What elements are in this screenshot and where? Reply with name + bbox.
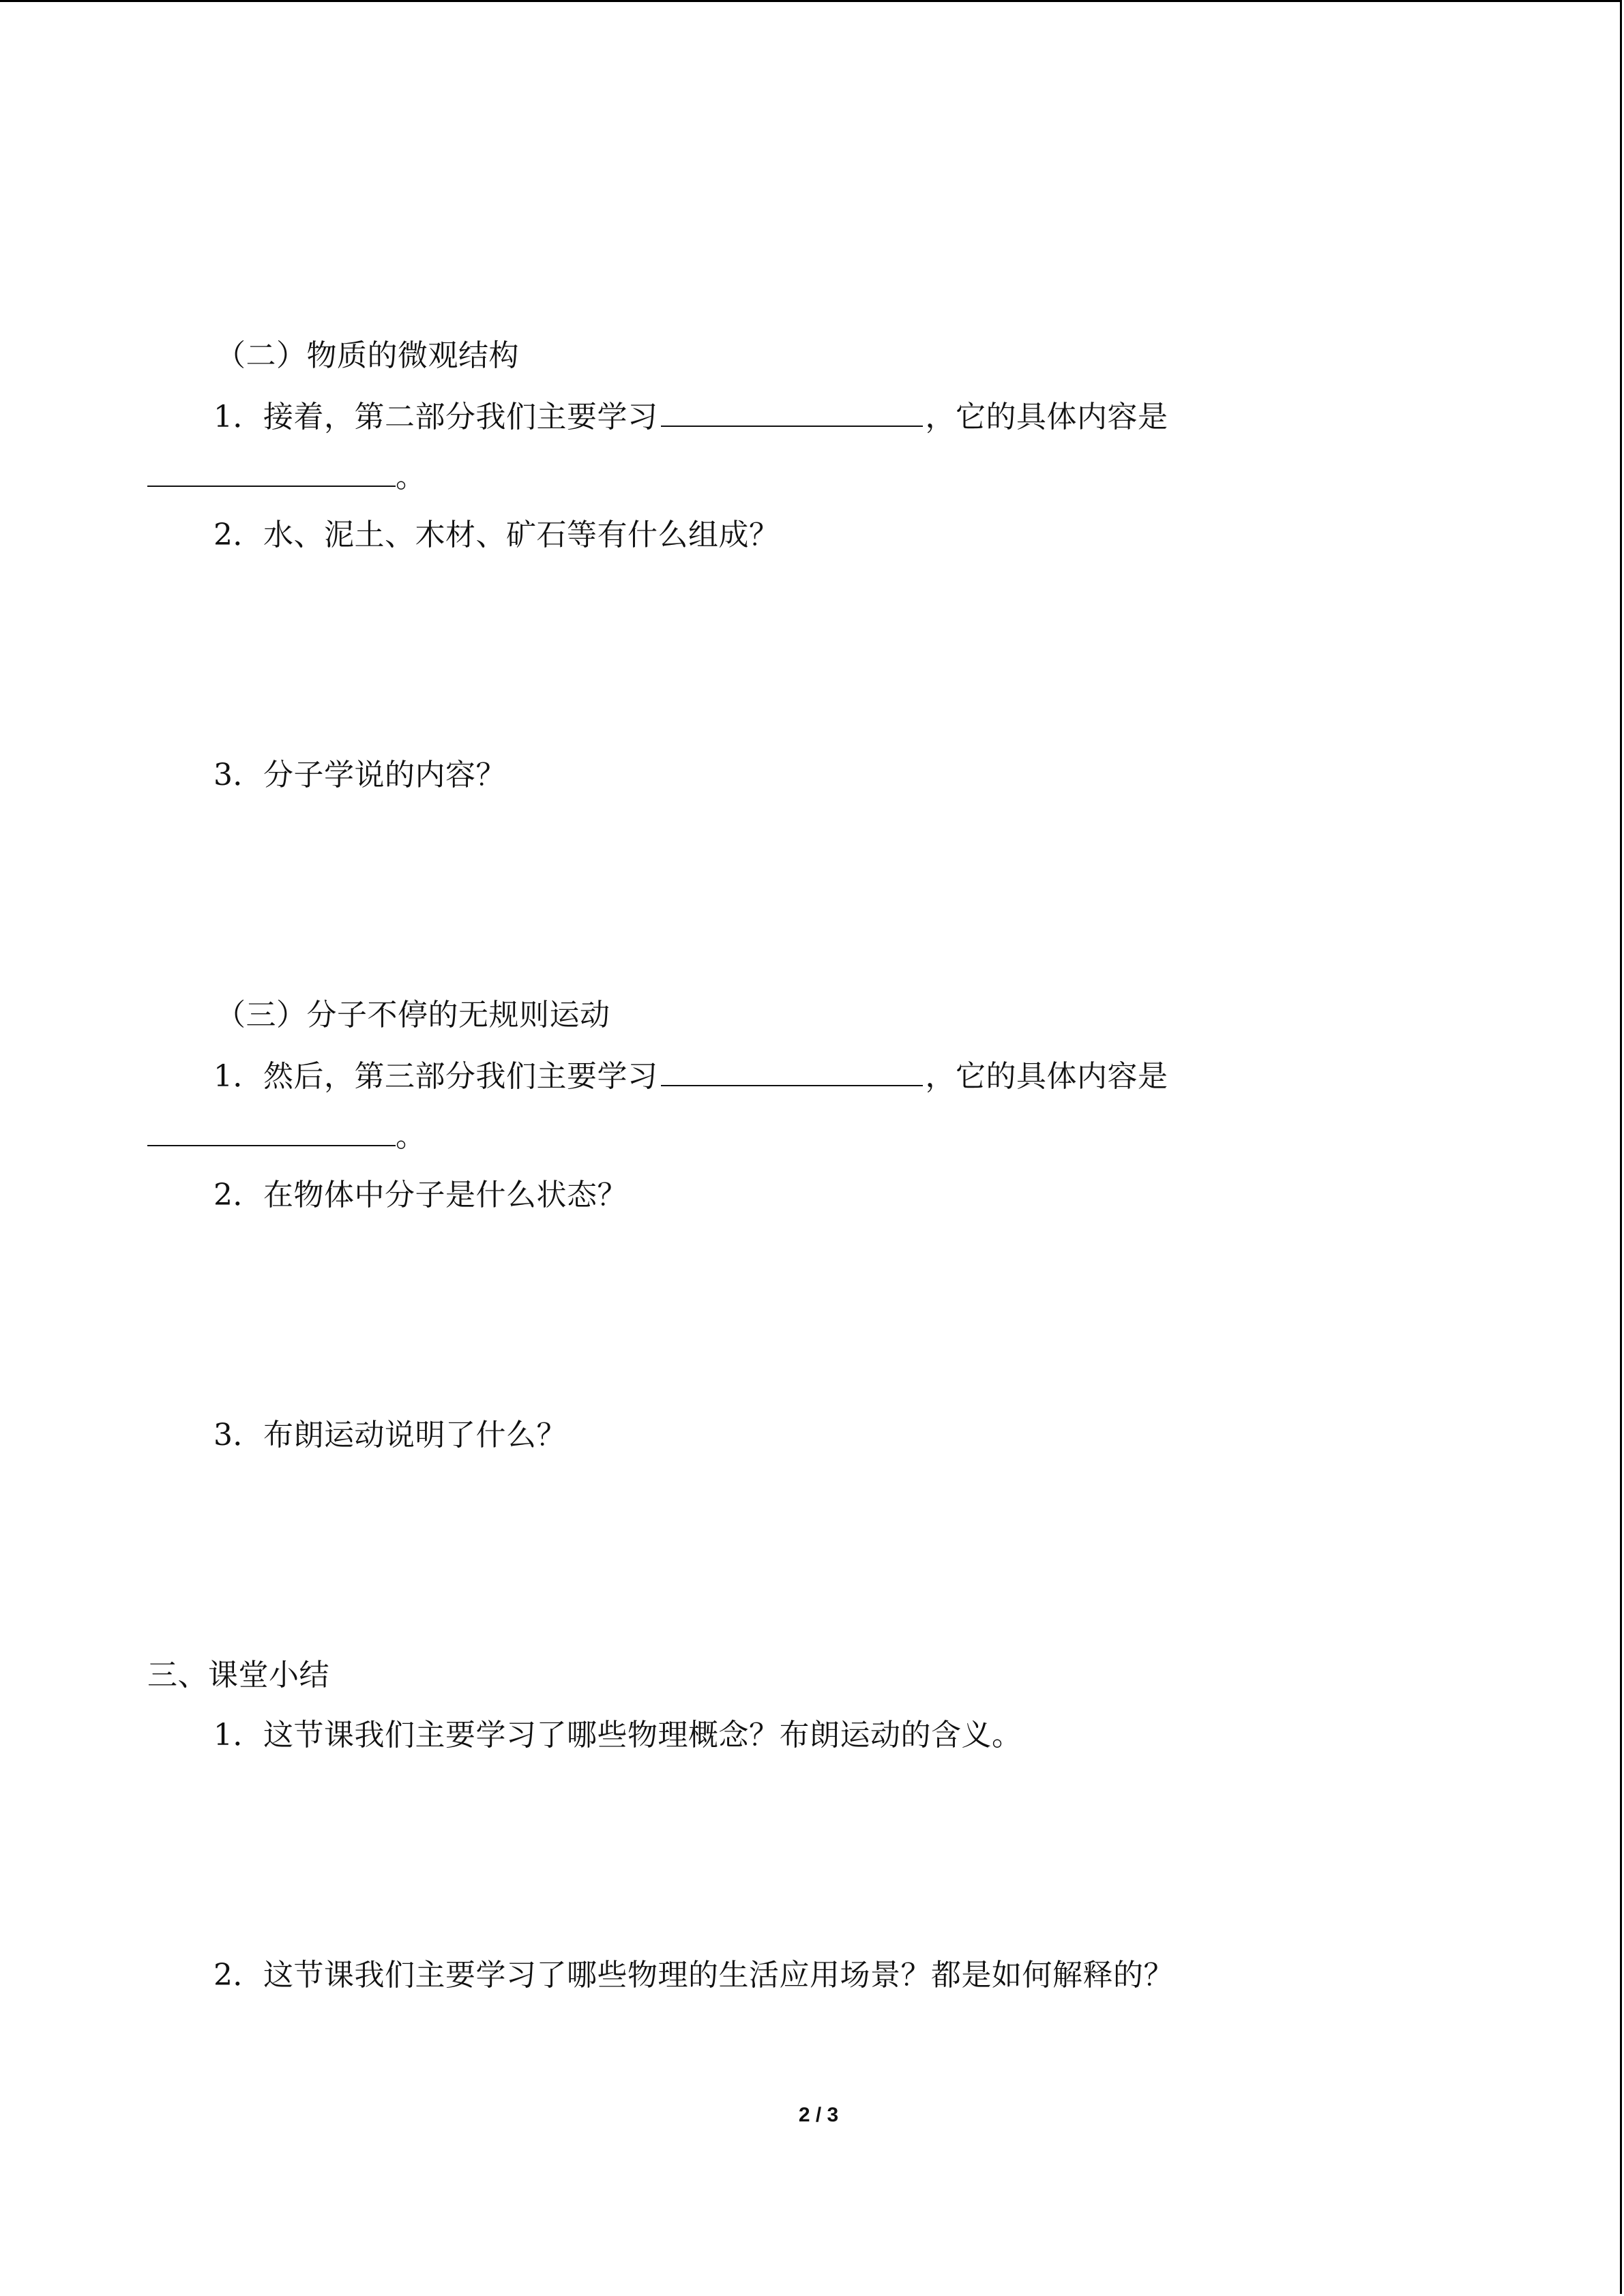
- question-3-1-end: 。: [396, 1119, 426, 1154]
- question-3-1-continued: [147, 1116, 426, 1156]
- question-3-1-suffix: ，它的具体内容是: [925, 1059, 1168, 1094]
- question-2-1-end: 。: [396, 460, 426, 494]
- answer-blank-2-1a[interactable]: [661, 397, 923, 427]
- section-heading-2: （二）物质的微观结构: [216, 338, 519, 373]
- question-2-1-continued: [147, 457, 426, 496]
- answer-blank-3-1b[interactable]: [147, 1116, 396, 1146]
- summary-question-1: 1．这节课我们主要学习了哪些物理概念？布朗运动的含义。: [213, 1718, 1022, 1753]
- question-3-1: [213, 1056, 1168, 1096]
- question-3-1-prefix: 1．然后，第三部分我们主要学习: [213, 1059, 658, 1094]
- question-2-1-prefix: 1．接着，第二部分我们主要学习: [213, 400, 658, 434]
- summary-question-2: 2．这节课我们主要学习了哪些物理的生活应用场景？都是如何解释的？: [213, 1958, 1174, 1993]
- question-3-2: 2．在物体中分子是什么状态？: [213, 1178, 628, 1212]
- question-2-1: [213, 397, 1168, 436]
- answer-blank-3-1a[interactable]: [661, 1056, 923, 1086]
- question-3-3: 3．布朗运动说明了什么？: [213, 1418, 567, 1452]
- section-heading-3: （三）分子不停的无规则运动: [216, 998, 610, 1032]
- question-2-3: 3．分子学说的内容？: [213, 758, 506, 792]
- summary-heading: 三、课堂小结: [147, 1658, 329, 1693]
- question-2-1-suffix: ，它的具体内容是: [925, 400, 1168, 434]
- answer-blank-2-1b[interactable]: [147, 457, 396, 487]
- question-2-2: 2．水、泥土、木材、矿石等有什么组成？: [213, 518, 780, 552]
- page-number: 2 / 3: [798, 2104, 839, 2126]
